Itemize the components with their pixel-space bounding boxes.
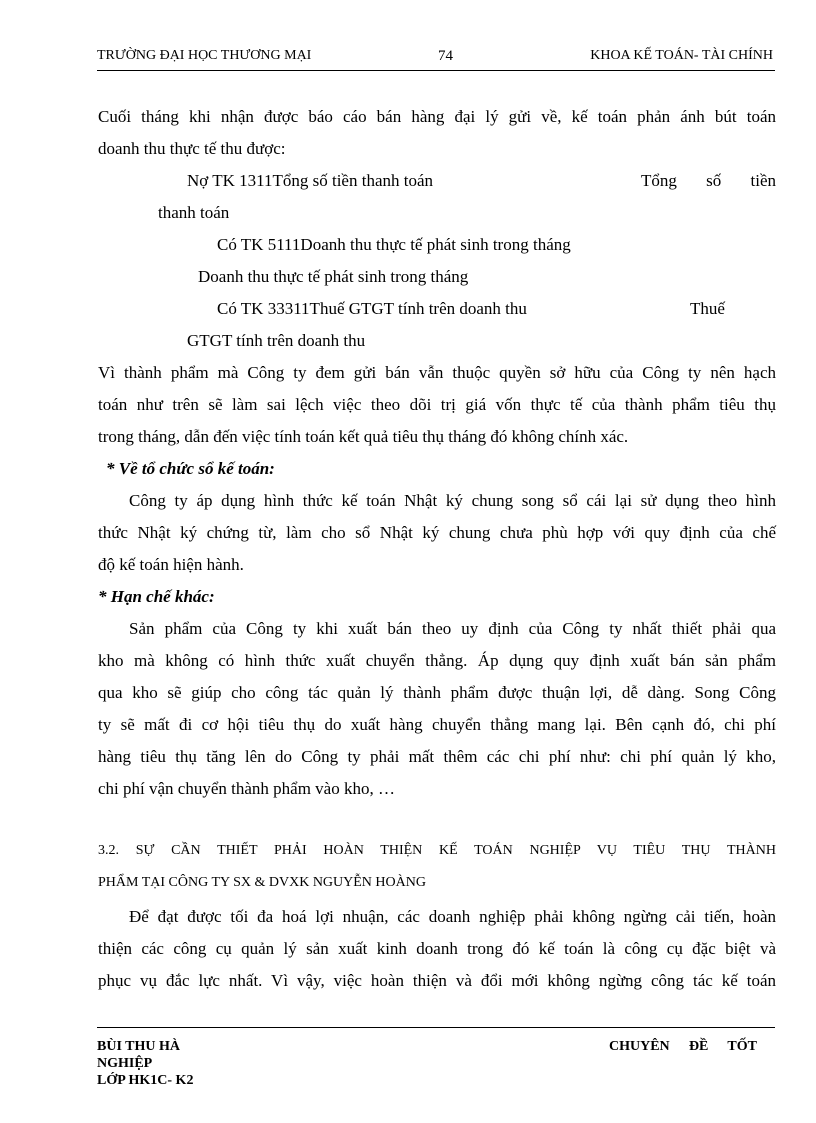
header-university: TRƯỜNG ĐẠI HỌC THƯƠNG MẠI bbox=[97, 48, 312, 63]
credit-entry-vat-cont bbox=[98, 325, 776, 357]
credit-entry-revenue-continuation: Doanh thu thực tế phát sinh trong tháng bbox=[198, 267, 469, 286]
heading-other-limits: * Hạn chế khác: bbox=[98, 587, 215, 606]
debit-entry-cont bbox=[98, 197, 776, 229]
paragraph-line: ty sẽ mất đi cơ hội tiêu thụ do xuất hàng chuyển thẳng mang lại. Bên cạnh đó, chi phí bbox=[98, 715, 776, 734]
paragraph-line: Cuối tháng khi nhận được báo cáo bán hàng đại lý gửi về, kế toán phản ánh bút toán bbox=[98, 107, 776, 126]
credit-entry-vat bbox=[98, 293, 776, 325]
footer-author-cont: NGHIỆP bbox=[97, 1056, 153, 1071]
paragraph-line: qua kho sẽ giúp cho công tác quản lý thành phẩm được thuận lợi, dễ dàng. Song Công bbox=[98, 683, 776, 702]
section-title-line: 3.2. SỰ CẦN THIẾT PHẢI HOÀN THIỆN KẾ TOÁN NGHIỆP VỤ TIÊU THỤ THÀNH bbox=[98, 843, 776, 858]
section-title-line: PHẨM TẠI CÔNG TY SX & DVXK NGUYỄN HOÀNG bbox=[98, 875, 426, 890]
paragraph-line: toán như trên sẽ làm sai lệch việc theo dõi trị giá vốn thực tế của thành phẩm tiêu thụ bbox=[98, 395, 776, 414]
credit-entry-revenue-cont bbox=[98, 261, 776, 293]
page-header bbox=[97, 48, 775, 71]
page-number: 74 bbox=[438, 48, 453, 64]
paragraph-line: hàng tiêu thụ tăng lên do Công ty phải mất thêm các chi phí như: chi phí quản lý kho, bbox=[98, 747, 776, 766]
footer-author-name: BÙI THU HÀ bbox=[97, 1039, 180, 1054]
paragraph-line: chi phí vận chuyển thành phẩm vào kho, … bbox=[98, 779, 395, 798]
debit-entry bbox=[98, 165, 776, 197]
debit-entry-right: Tổng số tiền bbox=[641, 171, 776, 190]
paragraph-line: doanh thu thực tế thu được: bbox=[98, 139, 286, 158]
paragraph-line: phục vụ đắc lực nhất. Vì vậy, việc hoàn thiện và đổi mới không ngừng công tác kế toán bbox=[98, 971, 776, 990]
paragraph-line: Công ty áp dụng hình thức kế toán Nhật ký chung song sổ cái lại sử dụng theo hình bbox=[129, 491, 776, 510]
credit-entry-revenue bbox=[98, 229, 776, 261]
credit-entry-vat-continuation: GTGT tính trên doanh thu bbox=[187, 331, 366, 350]
paragraph-line: độ kế toán hiện hành. bbox=[98, 555, 244, 574]
paragraph-line: Vì thành phẩm mà Công ty đem gửi bán vẫn thuộc quyền sở hữu của Công ty nên hạch bbox=[98, 363, 776, 382]
debit-entry-label: Nợ TK 1311Tổng số tiền thanh toán bbox=[187, 171, 434, 190]
paragraph-line: kho mà không có hình thức xuất chuyển thẳng. Áp dụng quy định xuất bán sản phẩm bbox=[98, 651, 776, 670]
footer-author bbox=[97, 1038, 193, 1089]
paragraph-line: Để đạt được tối đa hoá lợi nhuận, các doanh nghiệp phải không ngừng cải tiến, hoàn bbox=[129, 907, 776, 926]
header-faculty: KHOA KẾ TOÁN- TÀI CHÍNH bbox=[590, 48, 773, 63]
page-footer bbox=[97, 1027, 775, 1088]
credit-entry-revenue-label: Có TK 5111Doanh thu thực tế phát sinh trong tháng bbox=[217, 235, 571, 254]
paragraph-line: thiện các công cụ quản lý sản xuất kinh doanh trong đó kế toán là công cụ đặc biệt và bbox=[98, 939, 776, 958]
page-body bbox=[98, 101, 776, 997]
credit-entry-vat-label: Có TK 33311Thuế GTGT tính trên doanh thu bbox=[217, 299, 527, 318]
footer-class: LỚP HK1C- K2 bbox=[97, 1073, 194, 1088]
paragraph-line: Sản phẩm của Công ty khi xuất bán theo uy định của Công ty nhất thiết phải qua bbox=[129, 619, 776, 638]
heading-accounting-books: * Về tổ chức sổ kế toán: bbox=[106, 459, 275, 478]
paragraph-line: thức Nhật ký chứng từ, làm cho sổ Nhật ký chung chưa phù hợp với quy định của chế bbox=[98, 523, 776, 542]
footer-report-type: CHUYÊN ĐỀ TỐT bbox=[609, 1039, 757, 1054]
paragraph-line: trong tháng, dẫn đến việc tính toán kết quả tiêu thụ tháng đó không chính xác. bbox=[98, 427, 629, 446]
credit-entry-vat-right: Thuế bbox=[690, 299, 725, 318]
debit-entry-continuation: thanh toán bbox=[158, 203, 230, 222]
